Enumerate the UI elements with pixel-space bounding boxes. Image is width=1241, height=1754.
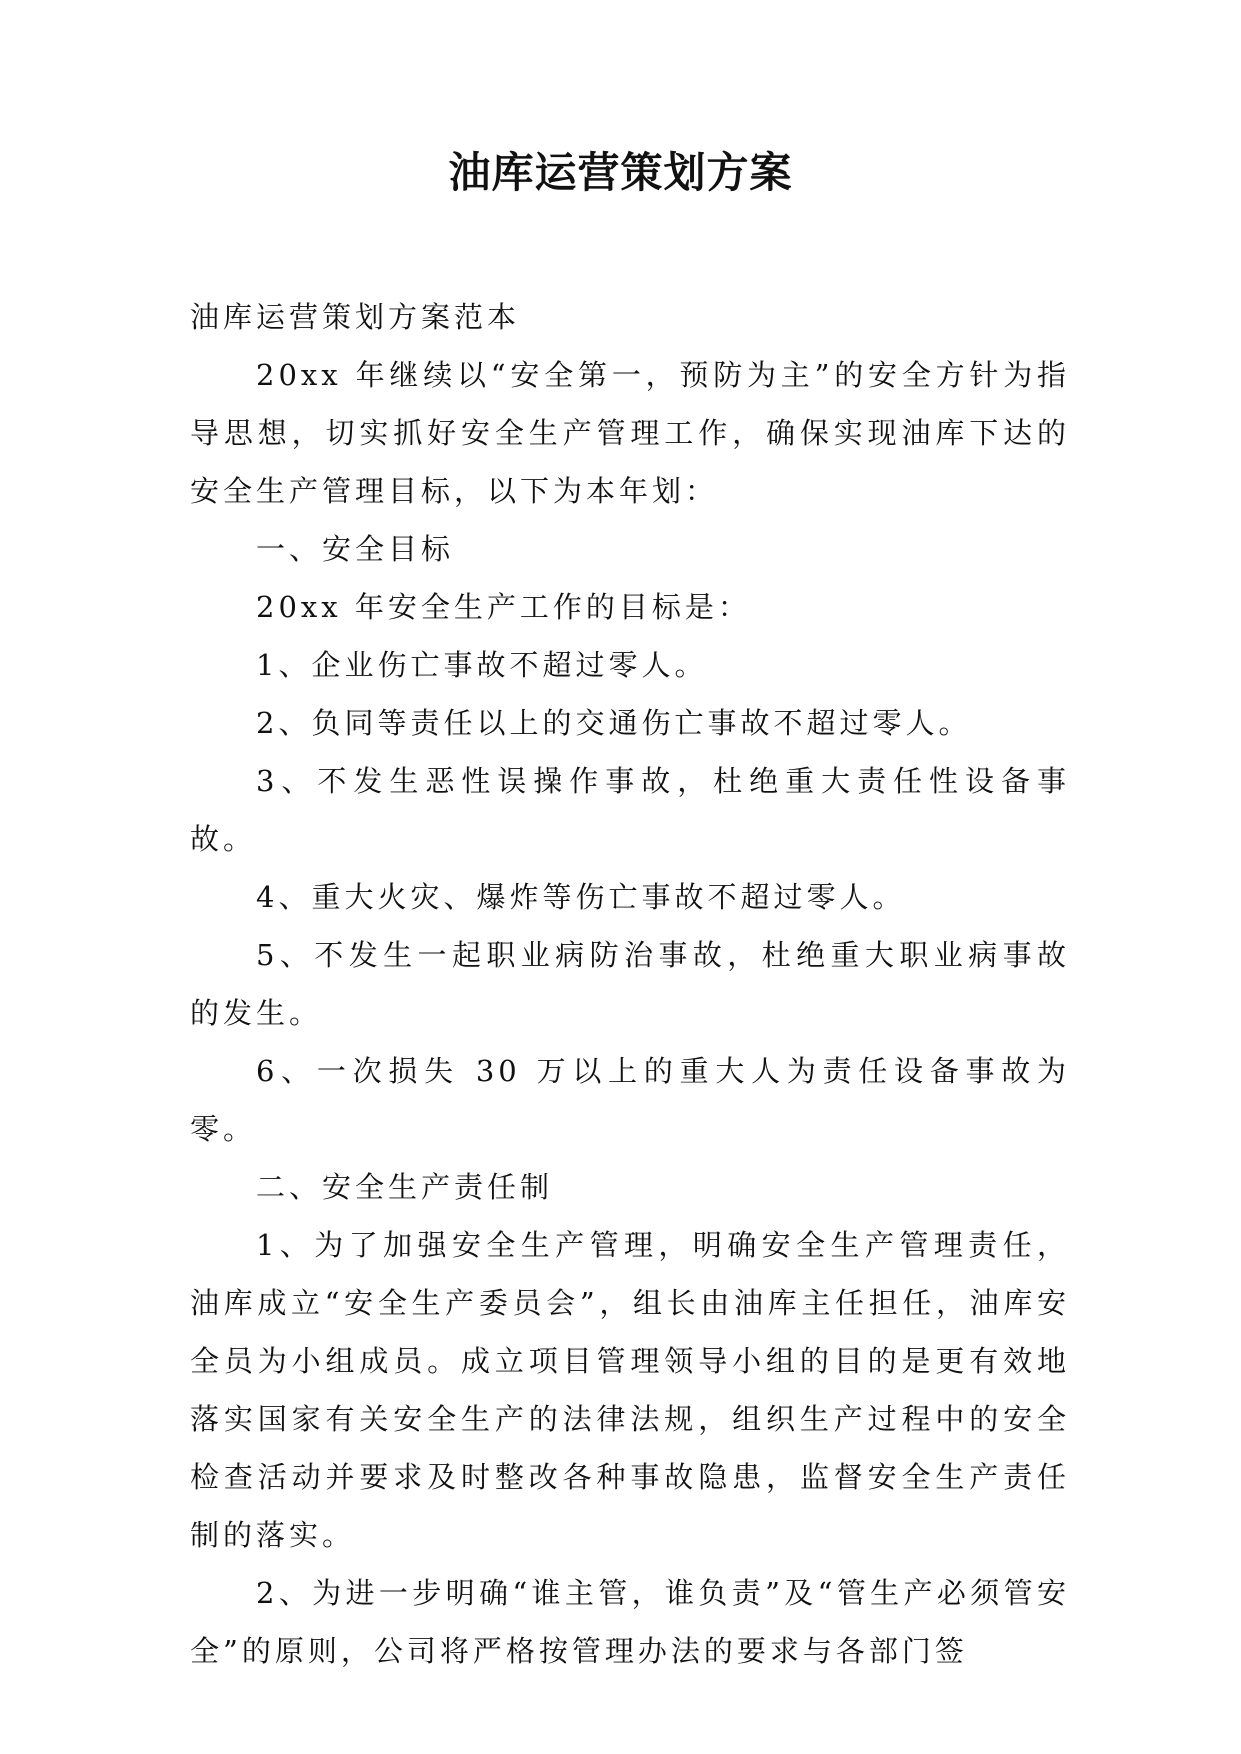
paragraph: 20xx 年安全生产工作的目标是： <box>256 590 751 624</box>
paragraph: 5、不发生一起职业病防治事故，杜绝重大职业病事故的发生。 <box>190 938 1070 1030</box>
paragraph: 6、一次损失 30 万以上的重大人为责任设备事故为零。 <box>190 1054 1070 1146</box>
paragraph: 一、安全目标 <box>256 532 455 566</box>
paragraph: 油库运营策划方案范本 <box>190 300 521 334</box>
document-body <box>190 288 1070 1680</box>
paragraph: 20xx 年继续以“安全第一，预防为主”的安全方针为指导思想，切实抓好安全生产管理工作，确保实现油库下达的安全生产管理目标，以下为本年划： <box>190 358 1070 508</box>
paragraph: 4、重大火灾、爆炸等伤亡事故不超过零人。 <box>256 880 906 914</box>
paragraph: 1、为了加强安全生产管理，明确安全生产管理责任，油库成立“安全生产委员会”，组长由油库主任担任，油库安全员为小组成员。成立项目管理领导小组的目的是更有效地落实国家有关安全生产的法律法规，组织生产过程中的安全检查活动并要求及时整改各种事故隐患，监督安全生产责任制的落实。 <box>190 1228 1070 1552</box>
paragraph: 1、企业伤亡事故不超过零人。 <box>256 648 708 682</box>
paragraph: 2、为进一步明确“谁主管，谁负责”及“管生产必须管安全”的原则，公司将严格按管理办法的要求与各部门签 <box>190 1576 1070 1668</box>
document-title: 油库运营策划方案 <box>448 148 793 197</box>
paragraph: 3、不发生恶性误操作事故，杜绝重大责任性设备事故。 <box>190 764 1070 856</box>
paragraph: 二、安全生产责任制 <box>256 1170 554 1204</box>
paragraph: 2、负同等责任以上的交通伤亡事故不超过零人。 <box>256 706 972 740</box>
